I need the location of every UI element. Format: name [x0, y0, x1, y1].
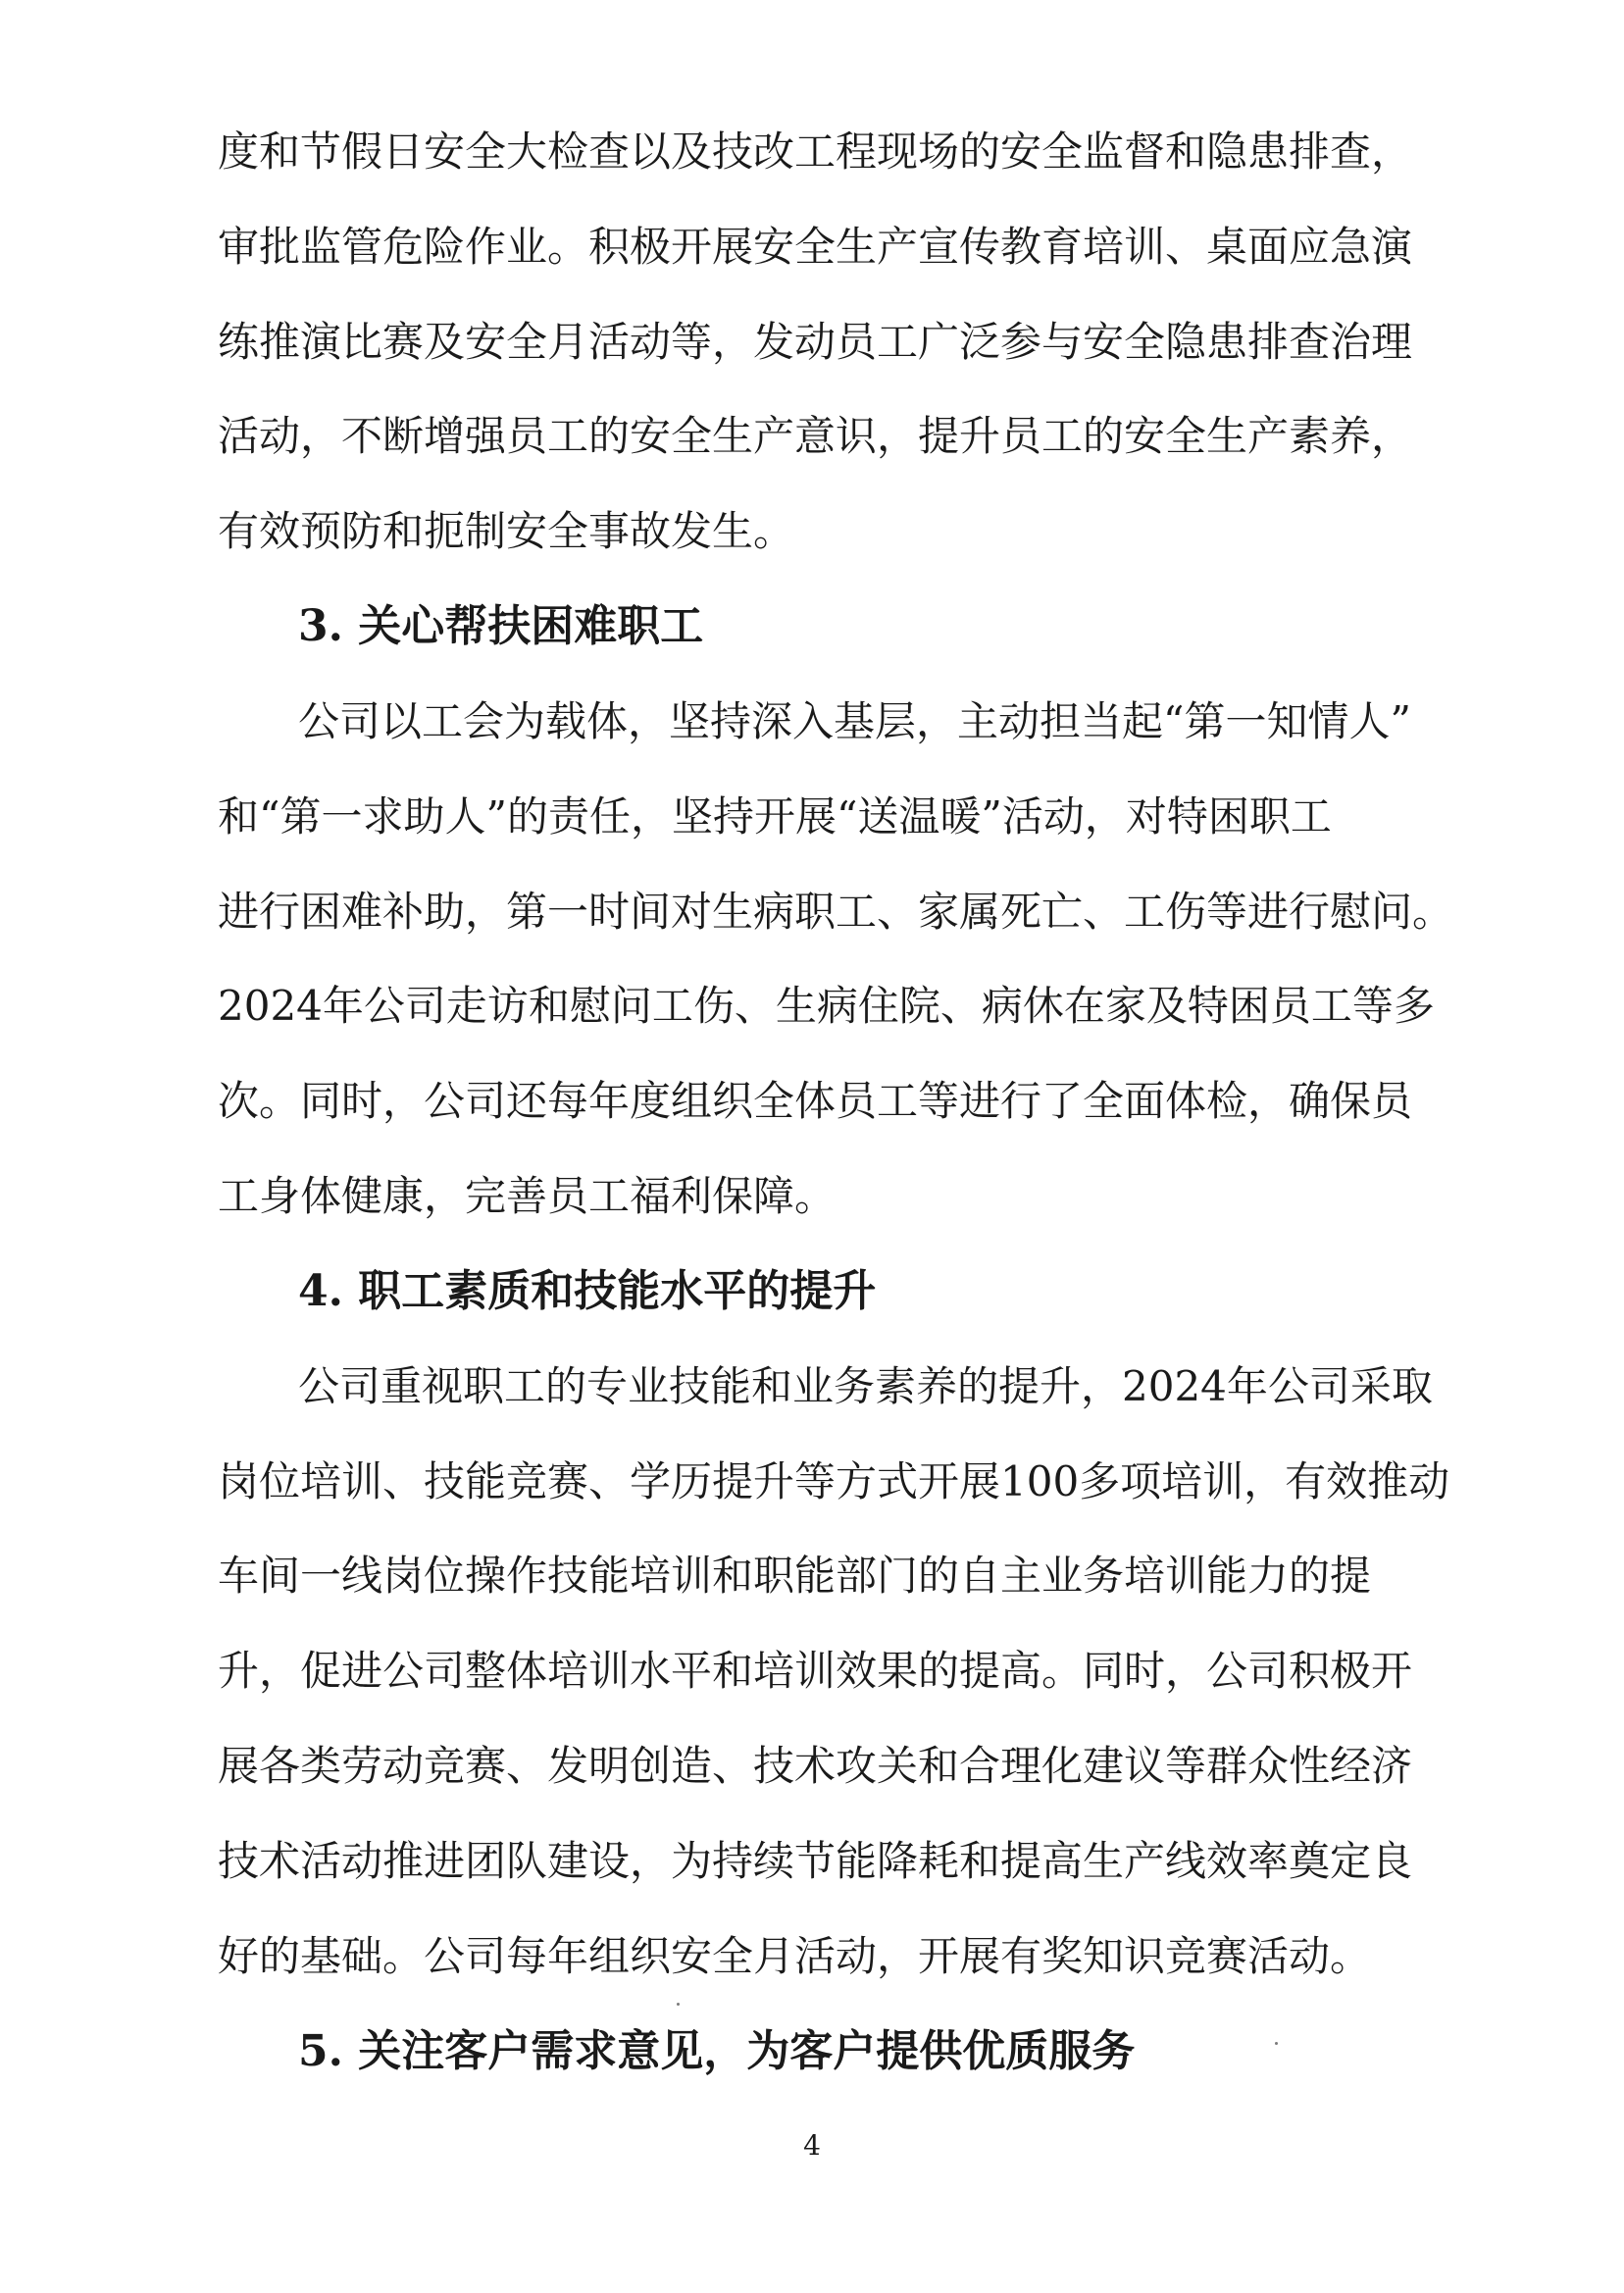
paragraph-1-line-3: 练推演比赛及安全月活动等，发动员工广泛参与安全隐患排查治理 — [218, 318, 1413, 366]
scan-speck — [1275, 2042, 1278, 2045]
paragraph-3-line-1: 公司以工会为载体，坚持深入基层，主动担当起“第一知情人” — [298, 697, 1411, 745]
paragraph-4-line-2: 岗位培训、技能竞赛、学历提升等方式开展100多项培训，有效推动 — [218, 1457, 1450, 1505]
scan-speck — [677, 2003, 680, 2006]
paragraph-1-line-2: 审批监管危险作业。积极开展安全生产宣传教育培训、桌面应急演 — [218, 223, 1413, 271]
paragraph-4-line-4: 升，促进公司整体培训水平和培训效果的提高。同时，公司积极开 — [218, 1647, 1413, 1695]
paragraph-4-line-7: 好的基础。公司每年组织安全月活动，开展有奖知识竞赛活动。 — [218, 1932, 1372, 1980]
paragraph-1-line-5: 有效预防和扼制安全事故发生。 — [218, 507, 795, 555]
section-heading-5: 5. 关注客户需求意见，为客户提供优质服务 — [298, 2026, 1136, 2076]
paragraph-3-line-6: 工身体健康，完善员工福利保障。 — [218, 1172, 837, 1220]
section-heading-3: 3. 关心帮扶困难职工 — [298, 601, 704, 651]
paragraph-3-line-2: 和“第一求助人”的责任，坚持开展“送温暖”活动，对特困职工 — [218, 792, 1332, 841]
paragraph-4-line-6: 技术活动推进团队建设，为持续节能降耗和提高生产线效率奠定良 — [218, 1837, 1413, 1885]
paragraph-1-line-1: 度和节假日安全大检查以及技改工程现场的安全监督和隐患排查， — [218, 127, 1413, 176]
paragraph-3-line-4: 2024年公司走访和慰问工伤、生病住院、病休在家及特困员工等多 — [218, 982, 1435, 1030]
paragraph-3-line-3: 进行困难补助，第一时间对生病职工、家属死亡、工伤等进行慰问。 — [218, 888, 1454, 936]
section-heading-4: 4. 职工素质和技能水平的提升 — [298, 1266, 877, 1316]
paragraph-3-line-5: 次。同时，公司还每年度组织全体员工等进行了全面体检，确保员 — [218, 1077, 1413, 1125]
paragraph-4-line-5: 展各类劳动竞赛、发明创造、技术攻关和合理化建议等群众性经济 — [218, 1742, 1413, 1790]
page-number: 4 — [803, 2129, 821, 2162]
paragraph-4-line-1: 公司重视职工的专业技能和业务素养的提升，2024年公司采取 — [298, 1362, 1433, 1410]
paragraph-1-line-4: 活动，不断增强员工的安全生产意识，提升员工的安全生产素养， — [218, 412, 1413, 460]
paragraph-4-line-3: 车间一线岗位操作技能培训和职能部门的自主业务培训能力的提 — [218, 1552, 1372, 1600]
